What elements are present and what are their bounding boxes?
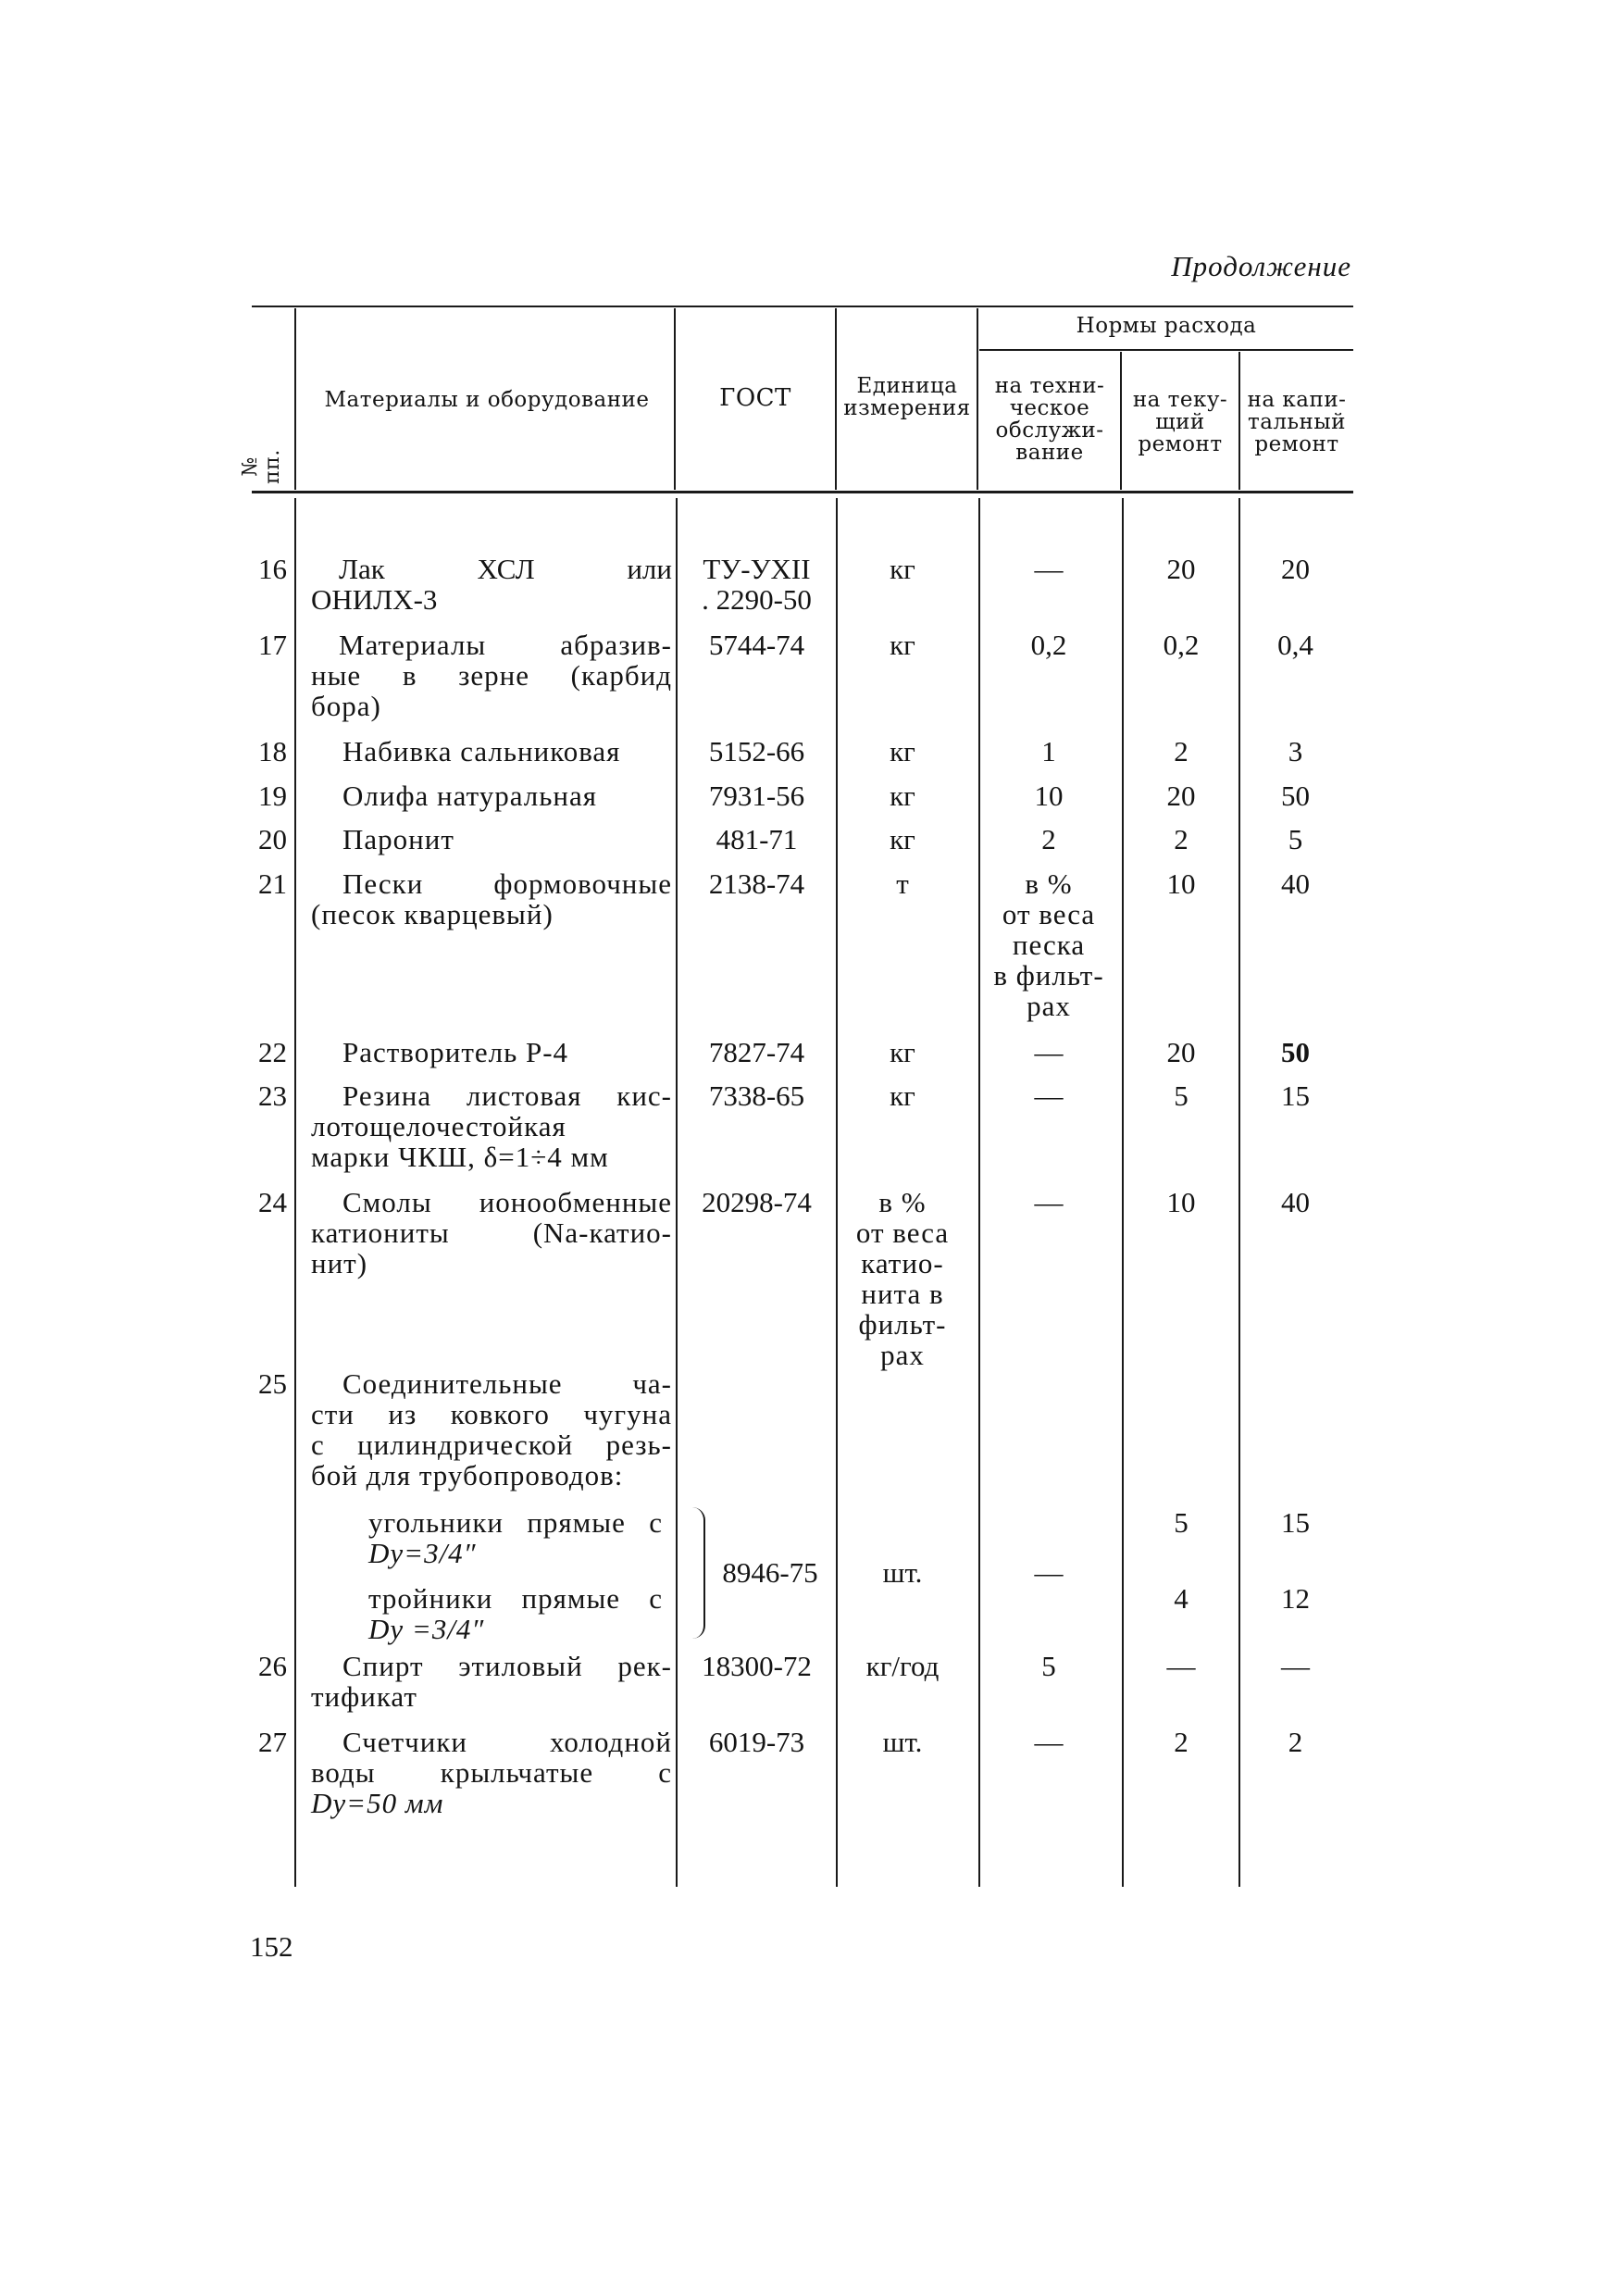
grouping-brace xyxy=(687,1507,705,1639)
unit-cell: в % от веса катио- нита в фильт- рах xyxy=(855,1186,950,1371)
gost-cell: 20298-74 xyxy=(702,1186,812,1218)
material-cell: Резина листовая кис- лотощелочестойкая марки ЧКШ, δ=1÷4 мм xyxy=(311,1079,672,1173)
norm-current-cell: 2 xyxy=(1174,1726,1189,1758)
gost-cell: 8946-75 xyxy=(722,1556,818,1589)
material-cell: Олифа натуральная xyxy=(342,780,597,812)
row-number: 23 xyxy=(258,1079,287,1112)
norm-current-cell: 4 xyxy=(1174,1582,1189,1615)
unit-cell: шт. xyxy=(882,1556,923,1589)
norm-capital-cell: 15 xyxy=(1281,1506,1310,1539)
header-num: № пп. xyxy=(239,449,284,484)
norm-to-cell: 1 xyxy=(1041,735,1056,767)
table-top-rule xyxy=(252,306,1353,307)
unit-cell: кг xyxy=(890,823,915,855)
norm-capital-cell: 12 xyxy=(1281,1582,1310,1615)
continuation-caption: Продолжение xyxy=(1171,250,1351,282)
norm-to-cell: 10 xyxy=(1034,780,1064,812)
norm-current-cell: 5 xyxy=(1174,1506,1189,1539)
unit-cell: кг xyxy=(890,553,915,585)
norm-capital-cell: 50 xyxy=(1281,780,1310,812)
header-norms: Нормы расхода xyxy=(1076,314,1257,338)
gost-cell: 7338-65 xyxy=(708,1079,805,1112)
unit-cell: кг xyxy=(890,1079,915,1112)
unit-cell: кг xyxy=(890,629,915,661)
material-cell: Счетчики холодной воды крыльчатые с Dy=50 мм xyxy=(311,1726,672,1819)
gost-cell: 5152-66 xyxy=(708,735,805,767)
norm-current-cell: 2 xyxy=(1174,823,1189,855)
gost-cell: 5744-74 xyxy=(708,629,805,661)
row-number: 27 xyxy=(258,1726,287,1758)
norm-current-cell: 20 xyxy=(1166,780,1196,812)
header-unit: Единица измерения xyxy=(843,374,971,420)
norm-to-cell: 5 xyxy=(1041,1650,1056,1682)
material-cell: тройники прямые с Dy =3/4″ xyxy=(368,1582,663,1645)
norm-to-cell: — xyxy=(1034,1036,1064,1068)
norm-capital-cell: 40 xyxy=(1281,1186,1310,1218)
norms-rule xyxy=(979,349,1353,351)
gost-cell: 2138-74 xyxy=(708,867,805,900)
material-cell: Пески формовочные (песок кварцевый) xyxy=(311,867,672,930)
norm-capital-cell: 20 xyxy=(1281,553,1310,585)
row-number: 19 xyxy=(258,780,287,812)
row-number: 21 xyxy=(258,867,287,900)
norm-to-cell: — xyxy=(1034,1079,1064,1112)
unit-cell: кг xyxy=(890,735,915,767)
gost-cell: 7827-74 xyxy=(708,1036,805,1068)
row-number: 17 xyxy=(258,629,287,661)
norm-capital-cell: 5 xyxy=(1288,823,1303,855)
row-number: 24 xyxy=(258,1186,287,1218)
norm-current-cell: 10 xyxy=(1166,1186,1196,1218)
norm-current-cell: 20 xyxy=(1166,553,1196,585)
norm-to-cell: — xyxy=(1034,1726,1064,1758)
row-number: 25 xyxy=(258,1367,287,1400)
material-cell: Лак ХСЛ или ОНИЛХ-3 xyxy=(311,553,672,616)
norm-capital-cell: 3 xyxy=(1288,735,1303,767)
header-to: на техни- ческое обслужи- вание xyxy=(994,374,1105,465)
norm-to-cell: 2 xyxy=(1041,823,1056,855)
norm-to-cell: — xyxy=(1034,553,1064,585)
material-cell: Спирт этиловый рек- тификат xyxy=(311,1650,672,1713)
material-cell: Набивка сальниковая xyxy=(342,735,621,767)
unit-cell: кг xyxy=(890,780,915,812)
norm-capital-cell: 50 xyxy=(1281,1036,1310,1068)
norm-current-cell: 20 xyxy=(1166,1036,1196,1068)
row-number: 26 xyxy=(258,1650,287,1682)
header-material: Материалы и оборудование xyxy=(324,388,650,412)
material-cell: угольники прямые с Dy=3/4″ xyxy=(368,1506,663,1569)
gost-cell: 6019-73 xyxy=(708,1726,805,1758)
material-cell: Соединительные ча- сти из ковкого чугуна с цилиндрической резь- бой для трубопроводов: xyxy=(311,1367,672,1491)
header-capital: на капи- тальный ремонт xyxy=(1247,388,1347,456)
gost-cell: 18300-72 xyxy=(702,1650,812,1682)
norm-to-cell: — xyxy=(1034,1556,1064,1589)
norm-to-cell: — xyxy=(1034,1186,1064,1218)
header-current: на теку- щий ремонт xyxy=(1132,388,1228,456)
material-cell: Смолы ионообменные катиониты (Na-катио- нит) xyxy=(311,1186,672,1279)
material-cell: Паронит xyxy=(342,823,454,855)
norm-current-cell: 2 xyxy=(1174,735,1189,767)
header-gost: ГОСТ xyxy=(719,384,791,412)
norm-capital-cell: 40 xyxy=(1281,867,1310,900)
gost-cell: 7931-56 xyxy=(708,780,805,812)
norm-capital-cell: — xyxy=(1281,1650,1310,1682)
norm-current-cell: 5 xyxy=(1174,1079,1189,1112)
norm-capital-cell: 2 xyxy=(1288,1726,1303,1758)
norm-capital-cell: 15 xyxy=(1281,1079,1310,1112)
unit-cell: кг xyxy=(890,1036,915,1068)
unit-cell: кг/год xyxy=(865,1650,940,1682)
row-number: 18 xyxy=(258,735,287,767)
page-number: 152 xyxy=(250,1930,293,1963)
material-cell: Материалы абразив- ные в зерне (карбид бора) xyxy=(311,629,672,722)
norm-to-cell: в % от веса песка в фильт- рах xyxy=(993,867,1104,1022)
row-number: 20 xyxy=(258,823,287,855)
gost-cell: ТУ-УХII . 2290-50 xyxy=(702,553,812,616)
row-number: 16 xyxy=(258,553,287,585)
norm-capital-cell: 0,4 xyxy=(1277,629,1313,661)
gost-cell: 481-71 xyxy=(716,823,798,855)
row-number: 22 xyxy=(258,1036,287,1068)
unit-cell: т xyxy=(896,867,909,900)
norm-current-cell: 10 xyxy=(1166,867,1196,900)
norm-current-cell: — xyxy=(1166,1650,1196,1682)
header-bottom-rule xyxy=(252,491,1353,493)
unit-cell: шт. xyxy=(882,1726,923,1758)
material-cell: Растворитель Р-4 xyxy=(342,1036,569,1068)
norm-to-cell: 0,2 xyxy=(1030,629,1067,661)
norm-current-cell: 0,2 xyxy=(1163,629,1200,661)
